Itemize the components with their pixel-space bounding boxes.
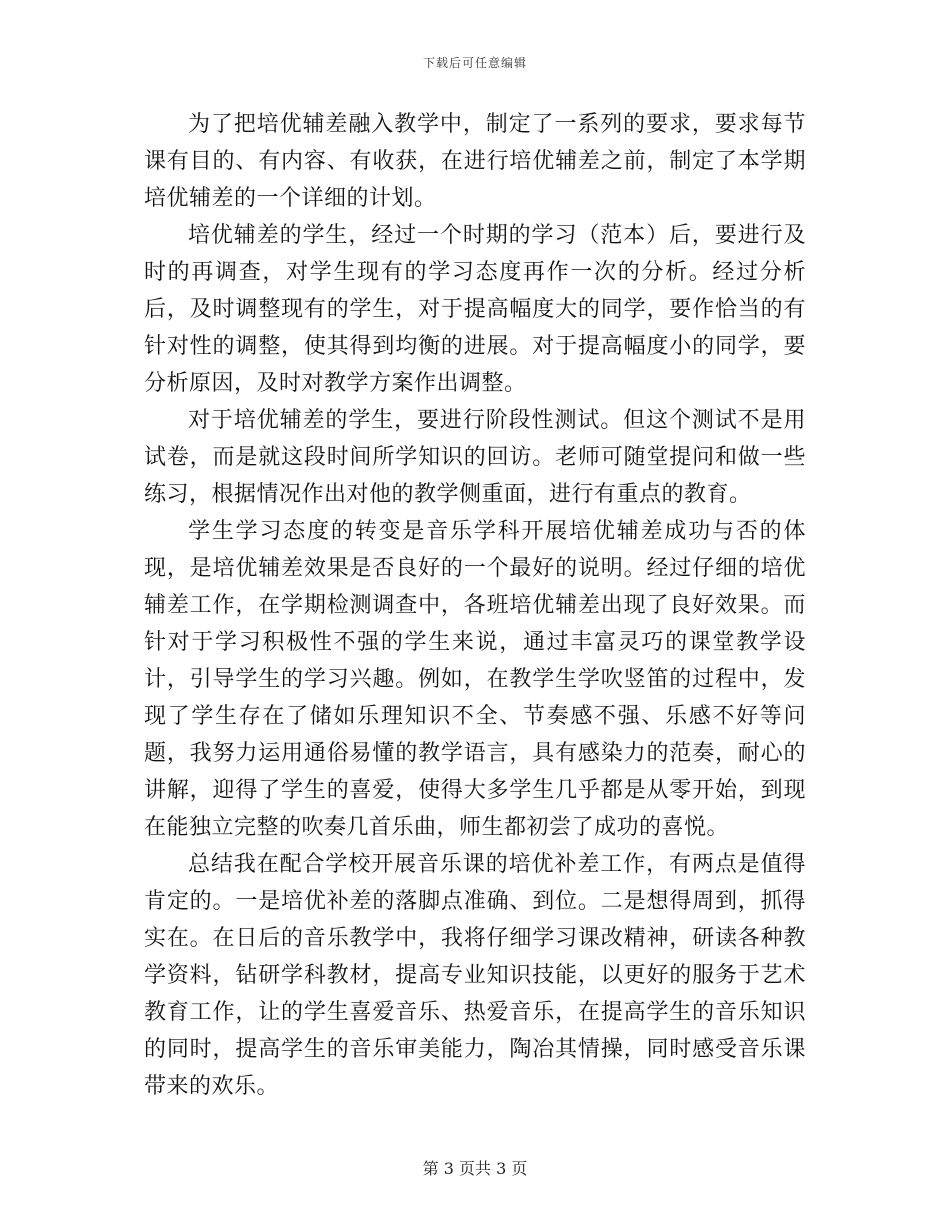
paragraph: 对于培优辅差的学生，要进行阶段性测试。但这个测试不是用试卷，而是就这段时间所学知识的回访。老师可随堂提问和做一些练习，根据情况作出对他的教学侧重面，进行有重点的教育。 [144, 408, 806, 507]
paragraph: 学生学习态度的转变是音乐学科开展培优辅差成功与否的体现，是培优辅差效果是否良好的一个最好的说明。经过仔细的培优辅差工作，在学期检测调查中，各班培优辅差出现了良好效果。而针对于学习积极性不强的学生来说，通过丰富灵巧的课堂教学设计，引导学生的学习兴趣。例如，在教学生学吹竖笛的过程中，发现了学生存在了储如乐理知识不全、节奏感不强、乐感不好等问题，我努力运用通俗易懂的教学语言，具有感染力的范奏，耐心的讲解，迎得了学生的喜爱，使得大多学生几乎都是从零开始，到现在能独立完整的吹奏几首乐曲，师生都初尝了成功的喜悦。 [144, 519, 806, 840]
document-body [144, 106, 806, 1105]
paragraph: 为了把培优辅差融入教学中，制定了一系列的要求，要求每节课有目的、有内容、有收获，在进行培优辅差之前，制定了本学期培优辅差的一个详细的计划。 [144, 112, 806, 211]
page-number: 第 3 页共 3 页 [422, 1159, 528, 1178]
paragraph: 总结我在配合学校开展音乐课的培优补差工作，有两点是值得肯定的。一是培优补差的落脚点准确、到位。二是想得周到，抓得实在。在日后的音乐教学中，我将仔细学习课改精神，研读各种教学资料，钻研学科教材，提高专业知识技能，以更好的服务于艺术教育工作，让的学生喜爱音乐、热爱音乐，在提高学生的音乐知识的同时，提高学生的音乐审美能力，陶冶其情操，同时感受音乐课带来的欢乐。 [144, 852, 806, 1099]
paragraph: 培优辅差的学生，经过一个时期的学习（范本）后，要进行及时的再调查，对学生现有的学习态度再作一次的分析。经过分析后，及时调整现有的学生，对于提高幅度大的同学，要作恰当的有针对性的调整，使其得到均衡的进展。对于提高幅度小的同学，要分析原因，及时对教学方案作出调整。 [144, 223, 806, 396]
page-header-note: 下载后可任意编辑 [422, 56, 527, 70]
